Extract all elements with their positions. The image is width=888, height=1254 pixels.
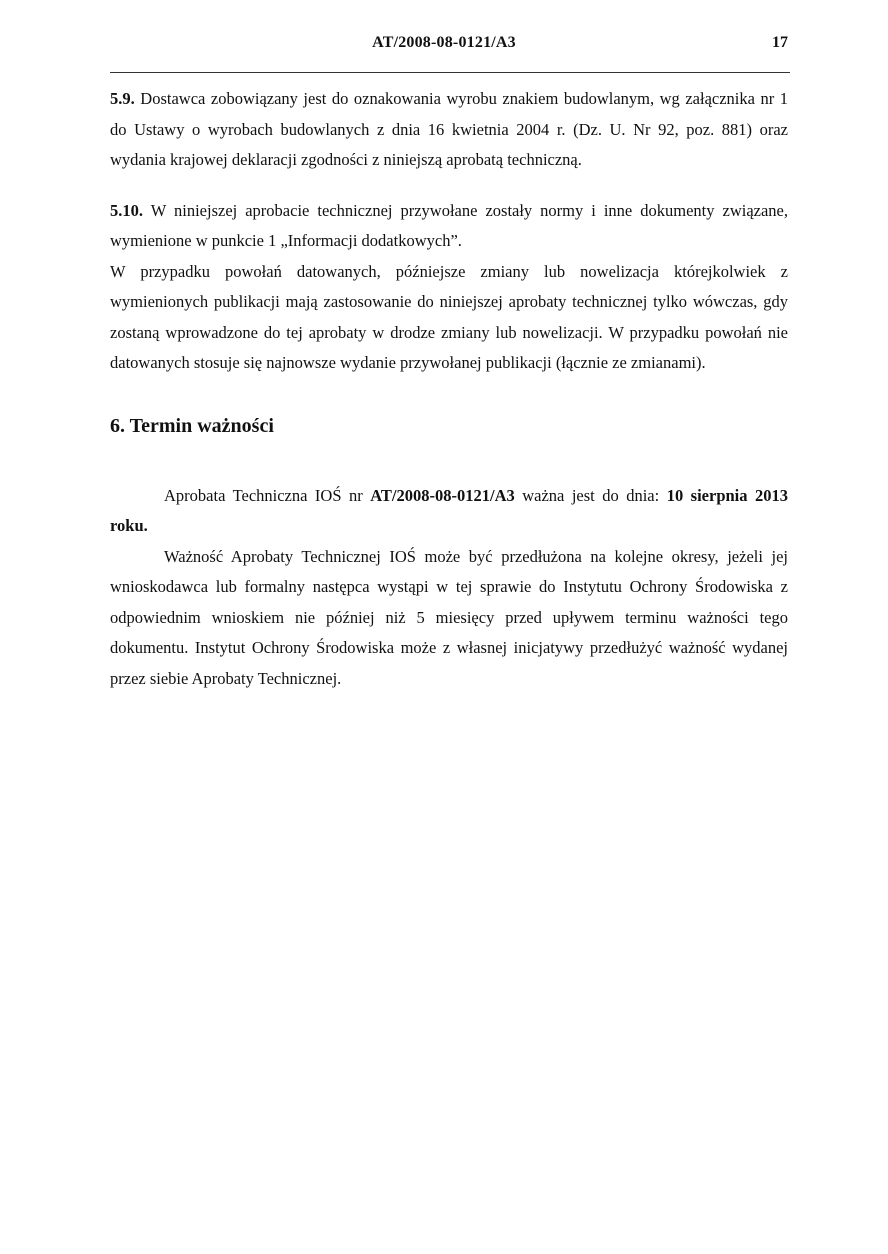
paragraph-5-10 bbox=[110, 196, 788, 257]
header-divider bbox=[110, 72, 790, 73]
paragraph-text: Dostawca zobowiązany jest do oznakowania wyrobu znakiem budowlanym, wg załącznika nr 1 do Ustawy o wyrobach budowlanych z dnia 16 kwietnia 2004 r. (Dz. U. Nr 92, poz. 881) oraz wydania krajowej deklaracji zgodności z niniejszą aprobatą techniczną. bbox=[110, 89, 788, 169]
validity-prefix: Aprobata Techniczna IOŚ nr bbox=[164, 485, 371, 505]
paragraph-5-10-continuation: W przypadku powołań datowanych, późniejsze zmiany lub nowelizacja którejkolwiek z wymienionych publikacji mają zastosowanie do niniejszej aprobaty technicznej tylko wówczas, gdy zostaną wprowadzone do tej aprobaty w drodze zmiany lub nowelizacji. W przypadku powołań nie datowanych stosuje się najnowsze wydanie przywołanej publikacji (łącznie ze zmianami). bbox=[110, 261, 788, 372]
paragraph-number: 5.9. bbox=[110, 89, 135, 108]
validity-doc-id: AT/2008-08-0121/A3 bbox=[370, 485, 515, 505]
paragraph-5-9 bbox=[110, 84, 788, 176]
extension-paragraph: Ważność Aprobaty Technicznej IOŚ może być przedłużona na kolejne okresy, jeżeli jej wnioskodawca lub formalny następca wystąpi w tej sprawie do Instytutu Ochrony Środowiska z odpowiednim wnioskiem nie później niż 5 miesięcy przed upływem terminu ważności tego dokumentu. Instytut Ochrony Środowiska może z własnej inicjatywy przedłużyć ważność wydanej przez siebie Aprobaty Technicznej. bbox=[110, 546, 788, 688]
paragraph-text: W niniejszej aprobacie technicznej przywołane zostały normy i inne dokumenty związane, wymienione w punkcie 1 „Informacji dodatkowych”. bbox=[110, 200, 789, 250]
document-body bbox=[110, 84, 788, 694]
section-heading: 6. Termin ważności bbox=[110, 414, 274, 437]
page-number: 17 bbox=[772, 34, 788, 51]
validity-date: 10 sierpnia 2013 roku. bbox=[110, 485, 788, 535]
validity-paragraph bbox=[110, 481, 788, 542]
header-document-id: AT/2008-08-0121/A3 bbox=[372, 34, 516, 51]
paragraph-number: 5.10. bbox=[110, 200, 143, 220]
validity-middle: ważna jest do dnia: bbox=[514, 485, 667, 505]
